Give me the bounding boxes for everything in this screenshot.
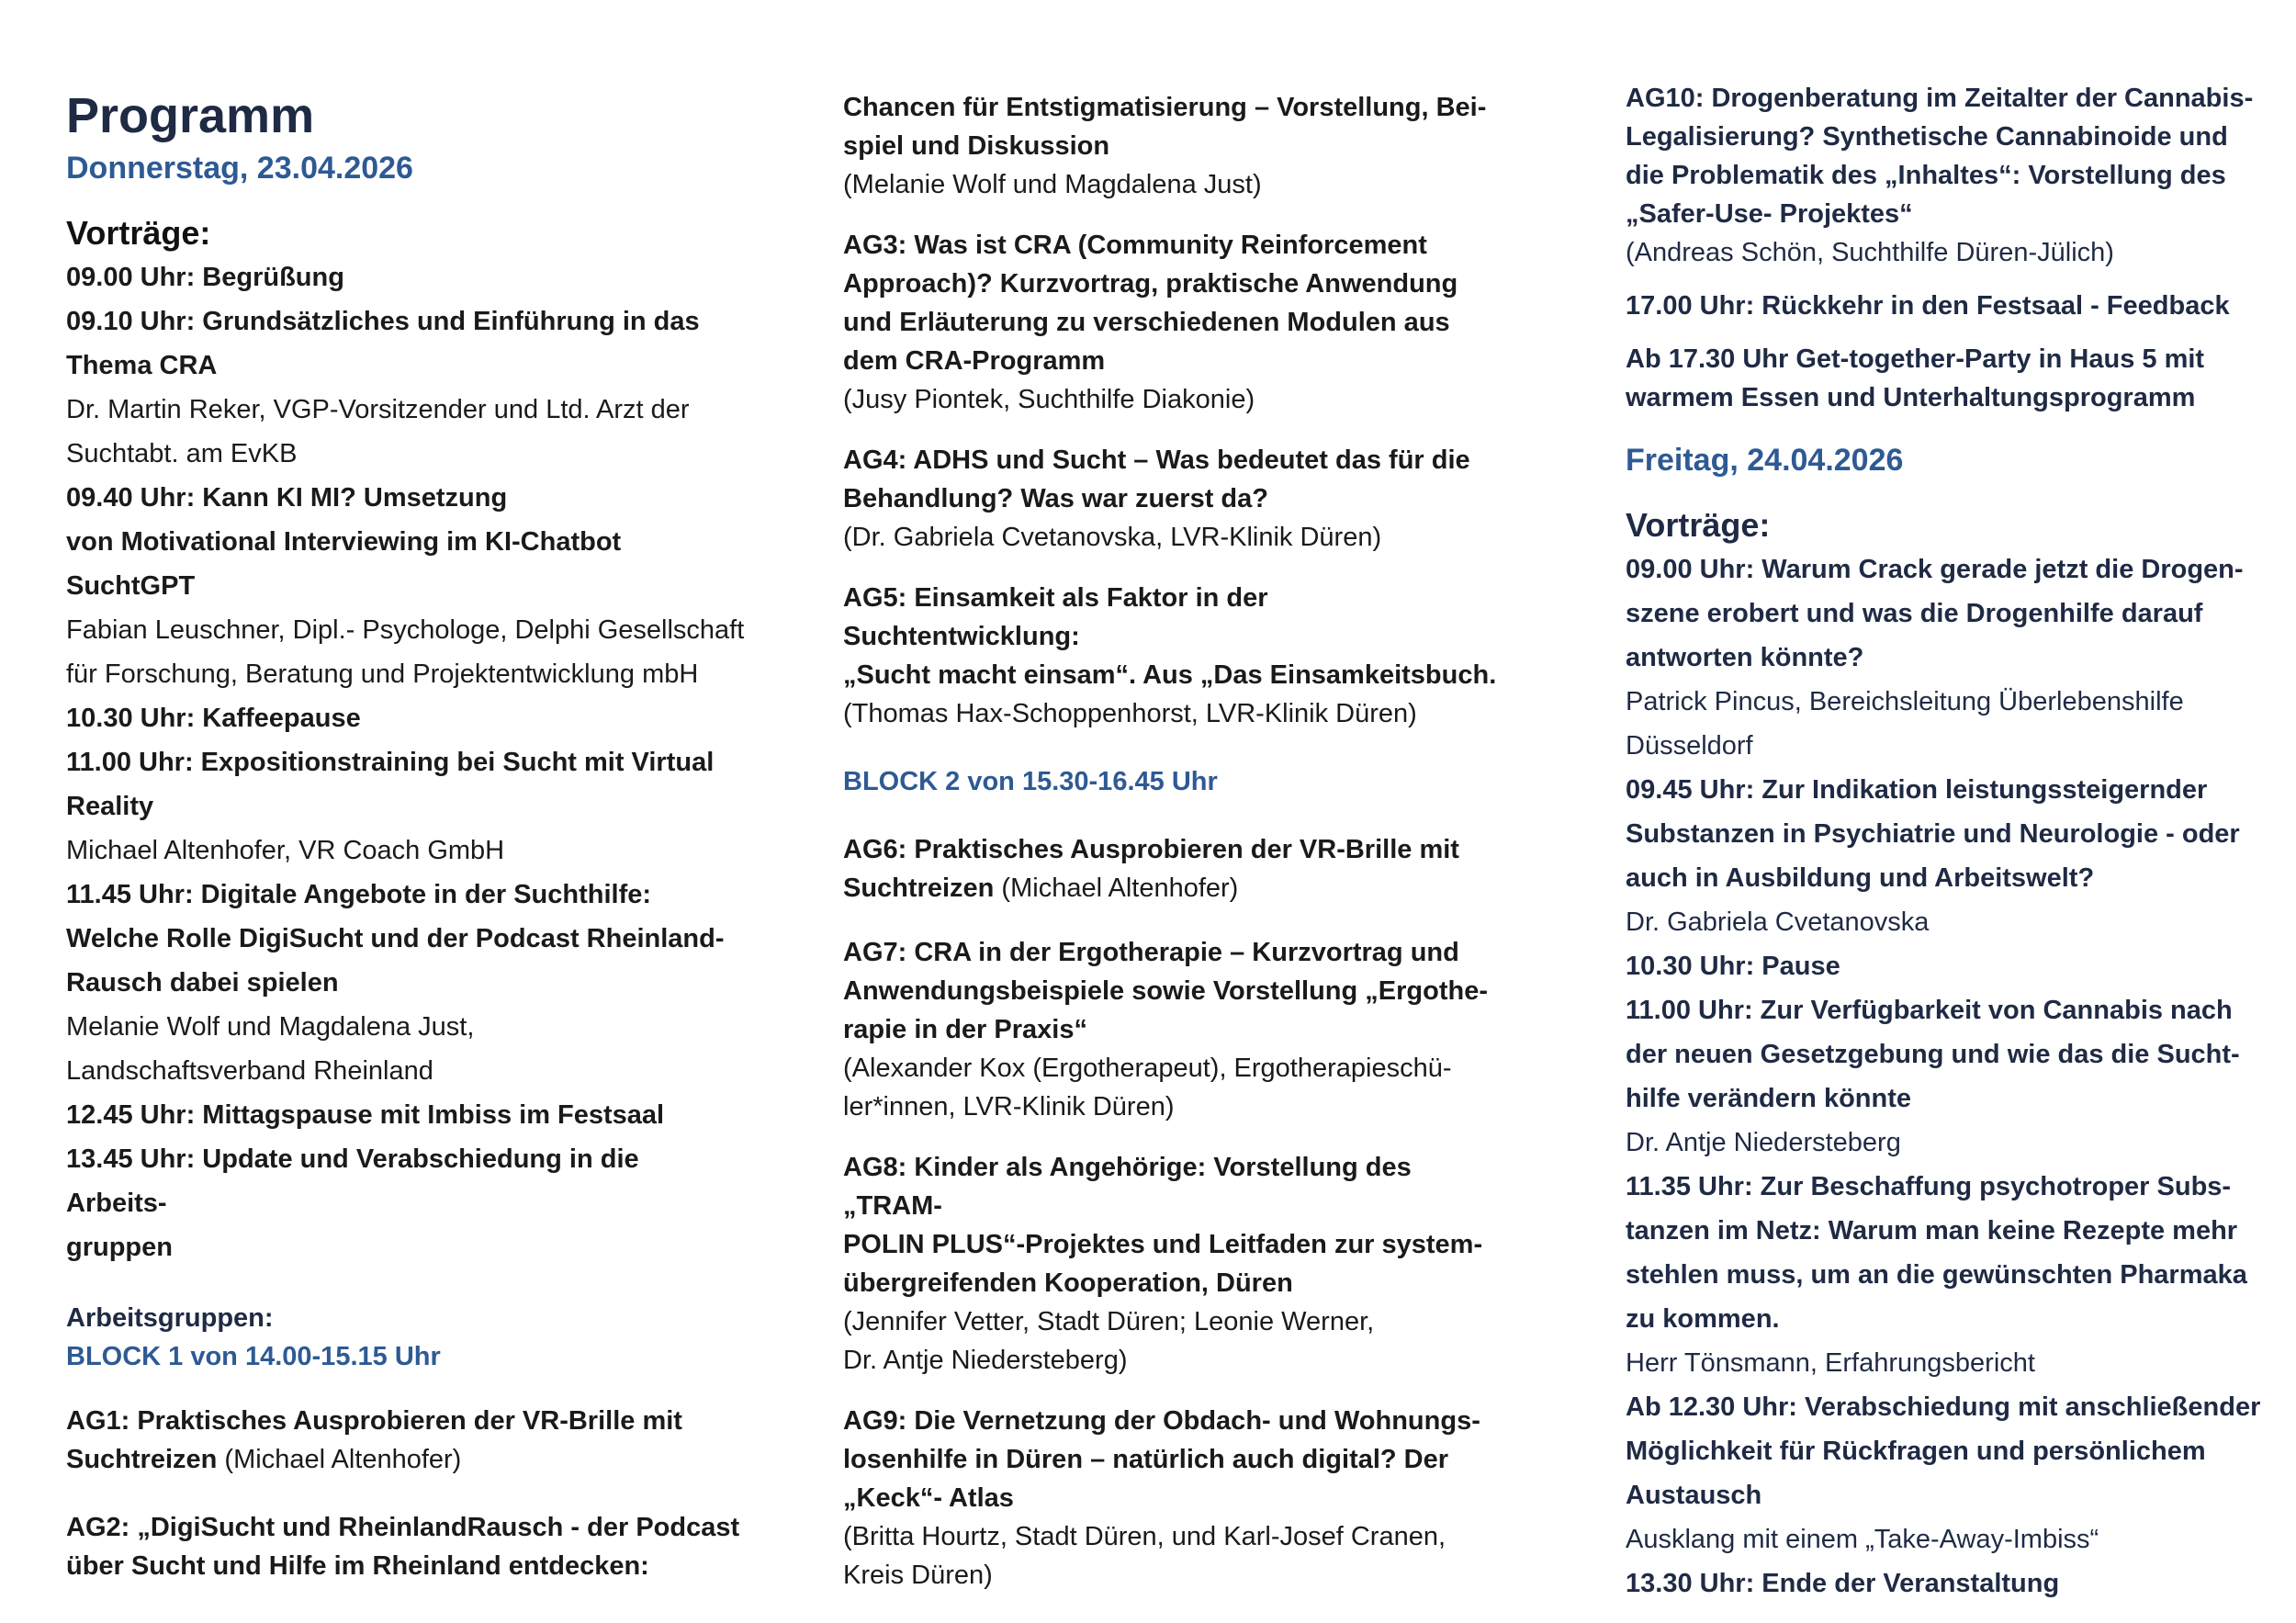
- ag7-title: rapie in der Praxis“: [843, 1015, 1087, 1044]
- date-heading-thursday: Donnerstag, 23.04.2026: [66, 151, 413, 186]
- ag10-title: die Problematik des „Inhaltes“: Vorstellung des: [1626, 161, 2226, 190]
- speaker-line: Melanie Wolf und Magdalena Just,: [66, 1012, 475, 1042]
- program-line: antworten könnte?: [1626, 643, 1864, 672]
- speaker-line: Dr. Gabriela Cvetanovska: [1626, 907, 1930, 937]
- speaker-line: Herr Tönsmann, Erfahrungsbericht: [1626, 1348, 2035, 1378]
- workgroups-heading: Arbeitsgruppen:: [66, 1303, 274, 1333]
- ag7-title: Anwendungsbeispiele sowie Vorstellung „Ergothe-: [843, 976, 1488, 1006]
- speaker-line: Suchtabt. am EvKB: [66, 439, 298, 468]
- ag7-title: AG7: CRA in der Ergotherapie – Kurzvortrag und: [843, 938, 1459, 967]
- ag9-speaker: (Britta Hourtz, Stadt Düren, und Karl-Josef Cranen,: [843, 1522, 1446, 1551]
- program-line: 10.30 Uhr: Kaffeepause: [66, 704, 361, 733]
- ag8-title: POLIN PLUS“-Projektes und Leitfaden zur system-: [843, 1230, 1483, 1259]
- ag5-title: AG5: Einsamkeit als Faktor in der Suchtentwicklung:: [843, 583, 1268, 651]
- ag3-speaker: (Jusy Piontek, Suchthilfe Diakonie): [843, 385, 1255, 414]
- ag6-title-end: Suchtreizen: [843, 873, 995, 903]
- program-line: Ab 12.30 Uhr: Verabschiedung mit anschließender: [1626, 1392, 2261, 1422]
- speaker-line: Düsseldorf: [1626, 731, 1753, 761]
- program-line: Austausch: [1626, 1481, 1762, 1510]
- program-line: von Motivational Interviewing im KI-Chatbot: [66, 527, 622, 557]
- party-line: warmem Essen und Unterhaltungsprogramm: [1626, 383, 2196, 412]
- ag10-title: „Safer-Use- Projektes“: [1626, 199, 1913, 229]
- program-line: 09.10 Uhr: Grundsätzliches und Einführung in das: [66, 307, 700, 336]
- speaker-line: Patrick Pincus, Bereichsleitung Überlebenshilfe: [1626, 687, 2184, 716]
- ag10-speaker: (Andreas Schön, Suchthilfe Düren-Jülich): [1626, 238, 2114, 267]
- ag1-speaker: (Michael Altenhofer): [217, 1445, 462, 1474]
- section-heading-talks: Vorträge:: [1626, 506, 1771, 544]
- speaker-line: Landschaftsverband Rheinland: [66, 1056, 433, 1086]
- program-line: 09.00 Uhr: Warum Crack gerade jetzt die Drogen-: [1626, 555, 2244, 584]
- ag8-speaker: Dr. Antje Niedersteberg): [843, 1346, 1128, 1375]
- program-line: gruppen: [66, 1233, 173, 1262]
- talks-list-friday: [1626, 547, 2268, 1606]
- speaker-line: Dr. Martin Reker, VGP-Vorsitzender und Ltd. Arzt der: [66, 395, 690, 424]
- ag6-title-cont: [843, 869, 1504, 907]
- column-workgroups: [843, 88, 1504, 1595]
- ag10-title: Legalisierung? Synthetische Cannabinoide und: [1626, 122, 2228, 152]
- program-line: 11.35 Uhr: Zur Beschaffung psychotroper Subs-: [1626, 1172, 2232, 1201]
- program-line: Rausch dabei spielen: [66, 968, 339, 997]
- program-line: Substanzen in Psychiatrie und Neurologie - oder: [1626, 819, 2240, 849]
- ag10-title: AG10: Drogenberatung im Zeitalter der Cannabis-: [1626, 84, 2254, 113]
- ag3-title: AG3: Was ist CRA (Community Reinforcement: [843, 231, 1427, 260]
- section-heading-talks: Vorträge:: [66, 214, 211, 252]
- ag3-title: dem CRA-Programm: [843, 346, 1106, 376]
- column-thursday: [66, 85, 746, 1585]
- program-line: 11.00 Uhr: Zur Verfügbarkeit von Cannabis nach: [1626, 996, 2233, 1025]
- ag2-title: AG2: „DigiSucht und RheinlandRausch - der Podcast: [66, 1513, 740, 1542]
- program-line: 11.00 Uhr: Expositionstraining bei Sucht mit Virtual: [66, 748, 715, 777]
- date-heading-friday: Freitag, 24.04.2026: [1626, 443, 1904, 478]
- ag8-title: AG8: Kinder als Angehörige: Vorstellung des „TRAM-: [843, 1153, 1412, 1221]
- ag8-speaker: (Jennifer Vetter, Stadt Düren; Leonie Werner,: [843, 1307, 1375, 1336]
- block-1-heading: BLOCK 1 von 14.00-15.15 Uhr: [66, 1342, 441, 1371]
- ag2-speaker: (Melanie Wolf und Magdalena Just): [843, 170, 1262, 199]
- page-title: Programm: [66, 88, 315, 143]
- ag2-title-cont: über Sucht und Hilfe im Rheinland entdecken:: [66, 1551, 649, 1581]
- program-line: auch in Ausbildung und Arbeitswelt?: [1626, 863, 2095, 893]
- ag9-title: AG9: Die Vernetzung der Obdach- und Wohnungs-: [843, 1406, 1480, 1436]
- column-friday: [1626, 79, 2268, 1606]
- speaker-line: Fabian Leuschner, Dipl.- Psychologe, Delphi Gesellschaft: [66, 615, 745, 645]
- ag5-title: „Sucht macht einsam“. Aus „Das Einsamkeitsbuch.: [843, 660, 1497, 690]
- program-line: 09.45 Uhr: Zur Indikation leistungssteigernder: [1626, 775, 2208, 805]
- ag3-title: und Erläuterung zu verschiedenen Modulen aus: [843, 308, 1450, 337]
- ag6-title: AG6: Praktisches Ausprobieren der VR-Brille mit: [843, 835, 1459, 864]
- ag2-title-cont: Chancen für Entstigmatisierung – Vorstellung, Bei-: [843, 93, 1487, 122]
- program-line: szene erobert und was die Drogenhilfe darauf: [1626, 599, 2203, 628]
- speaker-line: Ausklang mit einem „Take-Away-Imbiss“: [1626, 1525, 2099, 1554]
- ag7-speaker: ler*innen, LVR-Klinik Düren): [843, 1092, 1175, 1121]
- ag6-speaker: (Michael Altenhofer): [994, 873, 1239, 903]
- ag7-speaker: (Alexander Kox (Ergotherapeut), Ergotherapieschü-: [843, 1054, 1452, 1083]
- ag5-speaker: (Thomas Hax-Schoppenhorst, LVR-Klinik Düren): [843, 699, 1417, 728]
- program-line: 11.45 Uhr: Digitale Angebote in der Suchthilfe:: [66, 880, 652, 909]
- program-line: stehlen muss, um an die gewünschten Pharmaka: [1626, 1260, 2247, 1290]
- speaker-line: Dr. Antje Niedersteberg: [1626, 1128, 1901, 1157]
- ag4-speaker: (Dr. Gabriela Cvetanovska, LVR-Klinik Düren): [843, 523, 1382, 552]
- ag9-speaker: Kreis Düren): [843, 1561, 993, 1590]
- program-line: 09.40 Uhr: Kann KI MI? Umsetzung: [66, 483, 508, 513]
- program-line: 13.30 Uhr: Ende der Veranstaltung: [1626, 1569, 2060, 1598]
- program-line: Welche Rolle DigiSucht und der Podcast Rheinland-: [66, 924, 725, 953]
- program-line: 13.45 Uhr: Update und Verabschiedung in die Arbeits-: [66, 1144, 639, 1218]
- program-line: SuchtGPT: [66, 571, 196, 601]
- speaker-line: Michael Altenhofer, VR Coach GmbH: [66, 836, 505, 865]
- program-line: 12.45 Uhr: Mittagspause mit Imbiss im Festsaal: [66, 1100, 665, 1130]
- feedback-line: 17.00 Uhr: Rückkehr in den Festsaal - Feedback: [1626, 291, 2230, 321]
- ag4-title: AG4: ADHS und Sucht – Was bedeutet das für die: [843, 445, 1470, 475]
- program-line: tanzen im Netz: Warum man keine Rezepte mehr: [1626, 1216, 2238, 1245]
- ag8-title: übergreifenden Kooperation, Düren: [843, 1268, 1293, 1298]
- program-line: zu kommen.: [1626, 1304, 1780, 1334]
- program-line: Thema CRA: [66, 351, 218, 380]
- ag9-title: „Keck“- Atlas: [843, 1483, 1014, 1513]
- program-line: Reality: [66, 792, 154, 821]
- party-line: Ab 17.30 Uhr Get-together-Party in Haus 5 mit: [1626, 344, 2205, 374]
- ag9-title: losenhilfe in Düren – natürlich auch digital? Der: [843, 1445, 1449, 1474]
- ag2-title-cont: spiel und Diskussion: [843, 131, 1110, 161]
- ag1-title-end: Suchtreizen: [66, 1445, 218, 1474]
- talks-list-thursday: [66, 255, 746, 1269]
- program-line: hilfe verändern könnte: [1626, 1084, 1912, 1113]
- ag1-title: AG1: Praktisches Ausprobieren der VR-Brille mit: [66, 1406, 682, 1436]
- program-line: 10.30 Uhr: Pause: [1626, 952, 1840, 981]
- ag4-title: Behandlung? Was war zuerst da?: [843, 484, 1268, 513]
- program-line: 09.00 Uhr: Begrüßung: [66, 263, 344, 292]
- block-2-heading: BLOCK 2 von 15.30-16.45 Uhr: [843, 767, 1218, 796]
- ag1-title-cont: [66, 1440, 746, 1479]
- speaker-line: für Forschung, Beratung und Projektentwicklung mbH: [66, 659, 699, 689]
- ag3-title: Approach)? Kurzvortrag, praktische Anwendung: [843, 269, 1458, 299]
- program-line: Möglichkeit für Rückfragen und persönlichem: [1626, 1437, 2206, 1466]
- program-line: der neuen Gesetzgebung und wie das die Sucht-: [1626, 1040, 2240, 1069]
